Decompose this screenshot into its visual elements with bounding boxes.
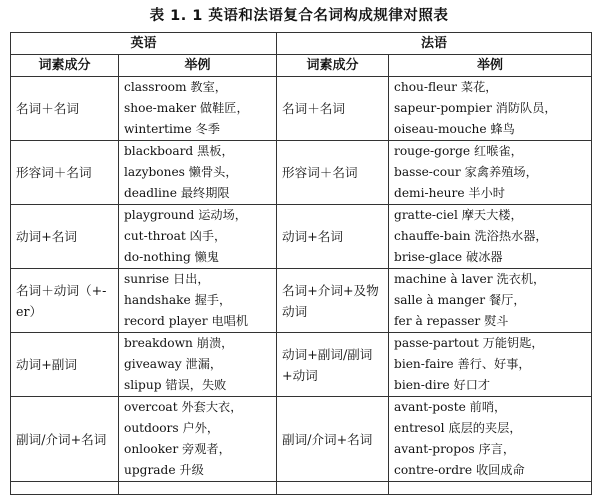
example-line: chou-fleur 菜花， <box>394 80 498 94</box>
table-caption: 表 1. 1 英语和法语复合名词构成规律对照表 <box>149 8 449 24</box>
english-example-cell <box>119 77 277 141</box>
example-line: machine à laver 洗衣机， <box>394 272 546 286</box>
table-row <box>11 333 592 397</box>
example-line: avant-poste 前哨， <box>394 400 507 414</box>
example-line: playground 运动场， <box>124 208 247 222</box>
example-line: do-nothing 懒鬼 <box>124 250 219 264</box>
example-line: giveaway 泄漏， <box>124 357 223 371</box>
example-line: avant-propos 序言， <box>394 442 516 456</box>
empty-cell <box>389 482 592 495</box>
example-line: record player 电唱机 <box>124 314 249 328</box>
language-header-row <box>11 33 592 55</box>
table-row <box>11 77 592 141</box>
french-component-header: 词素成分 <box>277 55 389 77</box>
table-row <box>11 141 592 205</box>
french-component-cell: 动词+名词 <box>277 205 389 269</box>
example-line: upgrade 升级 <box>124 463 204 477</box>
example-line: salle à manger 餐厅， <box>394 293 526 307</box>
table-row <box>11 269 592 333</box>
french-component-cell: 副词/介词+名词 <box>277 397 389 482</box>
example-line: demi-heure 半小时 <box>394 186 505 200</box>
example-line: shoe-maker 做鞋匠， <box>124 101 249 115</box>
example-line: overcoat 外套大衣， <box>124 400 243 414</box>
english-example-cell <box>119 333 277 397</box>
french-component-cell: 形容词＋名词 <box>277 141 389 205</box>
english-component-cell: 名词＋动词（+-er） <box>11 269 119 333</box>
english-example-header: 举例 <box>119 55 277 77</box>
example-line: brise-glace 破冰器 <box>394 250 503 264</box>
table-row <box>11 397 592 482</box>
french-component-cell: 名词+介词+及物动词 <box>277 269 389 333</box>
table-row-partial <box>11 482 592 495</box>
example-line: bien-faire 善行、好事， <box>394 357 531 371</box>
example-line: outdoors 户外， <box>124 421 220 435</box>
example-line: handshake 握手， <box>124 293 232 307</box>
example-line: breakdown 崩溃， <box>124 336 234 350</box>
empty-cell <box>11 482 119 495</box>
french-example-cell <box>389 397 592 482</box>
english-component-header: 词素成分 <box>11 55 119 77</box>
example-line: onlooker 旁观者， <box>124 442 231 456</box>
french-example-cell <box>389 141 592 205</box>
example-line: bien-dire 好口才 <box>394 378 491 392</box>
french-example-cell <box>389 77 592 141</box>
empty-cell <box>277 482 389 495</box>
example-line: oiseau-mouche 蜂鸟 <box>394 122 515 136</box>
english-example-cell <box>119 205 277 269</box>
english-example-cell <box>119 141 277 205</box>
french-example-cell <box>389 333 592 397</box>
english-header: 英语 <box>11 33 277 55</box>
example-line: wintertime 冬季 <box>124 122 220 136</box>
example-line: chauffe-bain 洗浴热水器， <box>394 229 548 243</box>
example-line: entresol 底层的夹层， <box>394 421 522 435</box>
table-body <box>11 77 592 495</box>
english-component-cell: 副词/介词+名词 <box>11 397 119 482</box>
french-example-header: 举例 <box>389 55 592 77</box>
example-line: blackboard 黑板， <box>124 144 234 158</box>
example-line: basse-cour 家禽养殖场， <box>394 165 538 179</box>
example-line: rouge-gorge 红喉雀， <box>394 144 523 158</box>
french-header: 法语 <box>277 33 592 55</box>
example-line: classroom 教室， <box>124 80 227 94</box>
example-line: fer à repasser 熨斗 <box>394 314 509 328</box>
french-example-cell <box>389 205 592 269</box>
english-example-cell <box>119 397 277 482</box>
french-component-cell: 名词＋名词 <box>277 77 389 141</box>
example-line: lazybones 懒骨头， <box>124 165 238 179</box>
english-component-cell: 动词+副词 <box>11 333 119 397</box>
french-component-cell: 动词+副词/副词+动词 <box>277 333 389 397</box>
example-line: passe-partout 万能钥匙， <box>394 336 544 350</box>
english-component-cell: 动词+名词 <box>11 205 119 269</box>
example-line: deadline 最终期限 <box>124 186 230 200</box>
english-example-cell <box>119 269 277 333</box>
example-line: cut-throat 凶手， <box>124 229 227 243</box>
example-line: gratte-ciel 摩天大楼， <box>394 208 523 222</box>
french-example-cell <box>389 269 592 333</box>
table-row <box>11 205 592 269</box>
example-line: slipup 错误，失败 <box>124 378 227 392</box>
comparison-table <box>10 32 592 495</box>
example-line: sapeur-pompier 消防队员， <box>394 101 557 115</box>
example-line: contre-ordre 收回成命 <box>394 463 525 477</box>
empty-cell <box>119 482 277 495</box>
english-component-cell: 名词＋名词 <box>11 77 119 141</box>
english-component-cell: 形容词＋名词 <box>11 141 119 205</box>
column-header-row <box>11 55 592 77</box>
example-line: sunrise 日出， <box>124 272 210 286</box>
